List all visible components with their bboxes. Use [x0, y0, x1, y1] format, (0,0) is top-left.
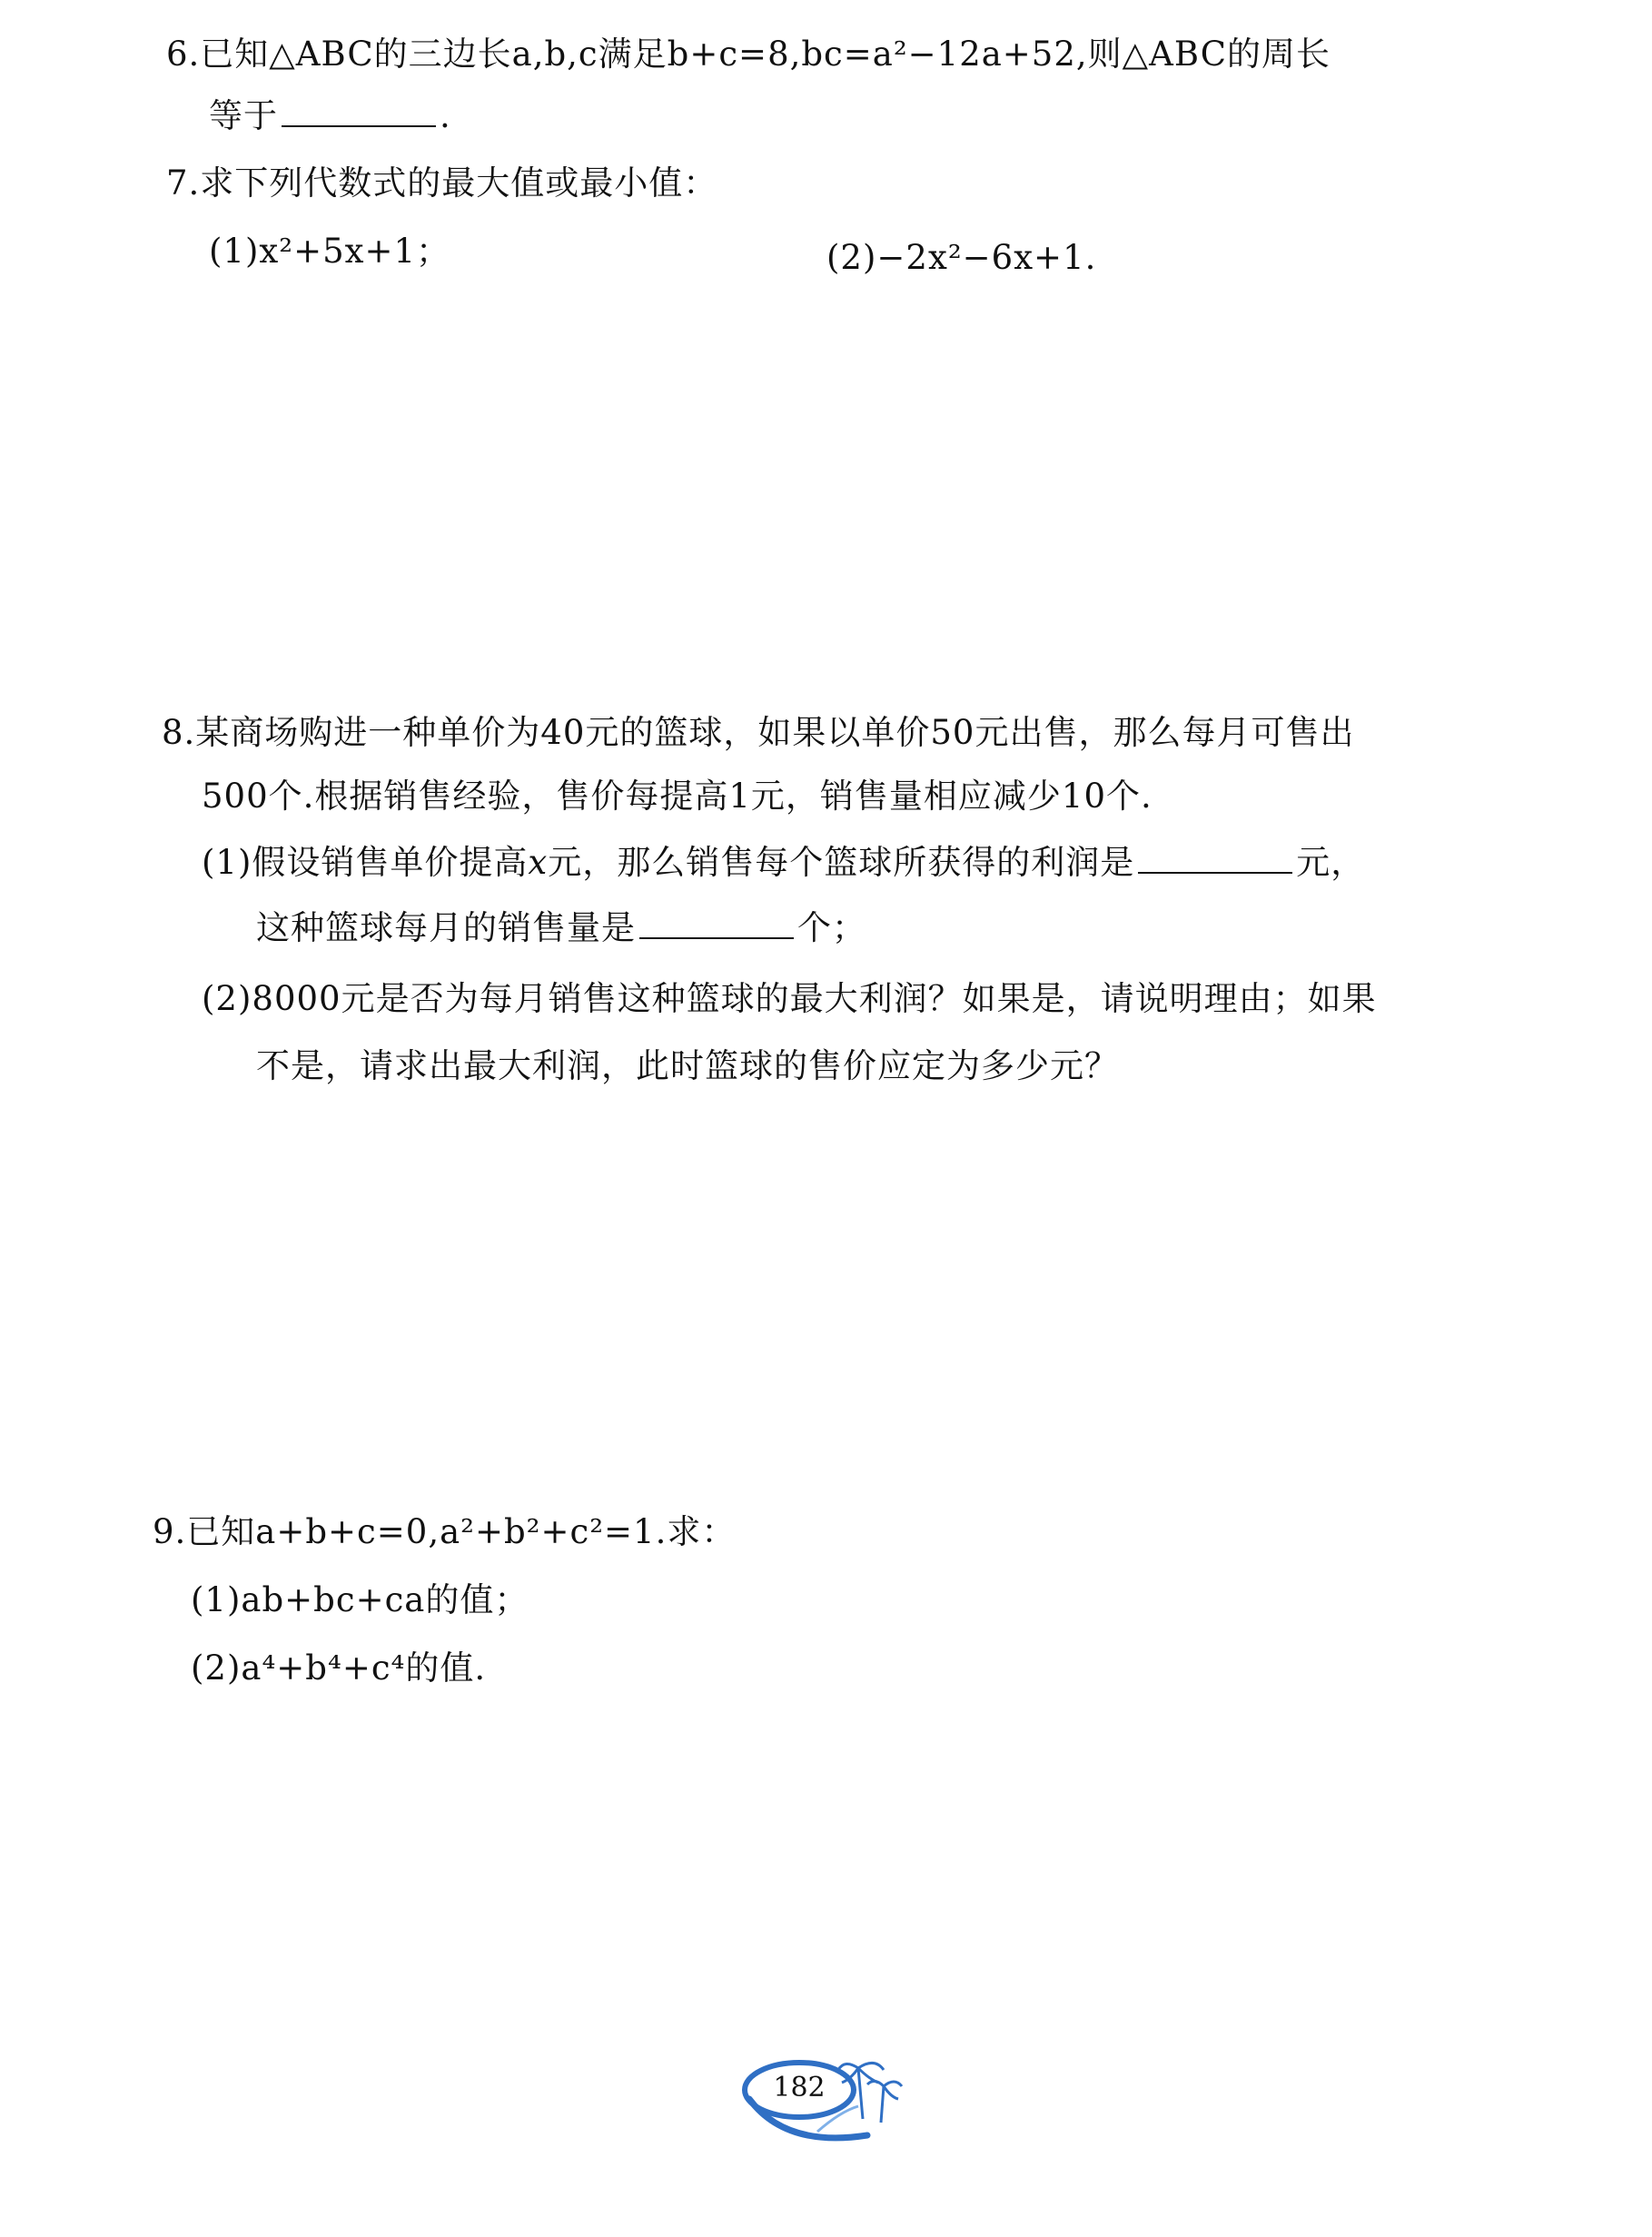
- q8-part2-line1: [202, 979, 1377, 1019]
- q7-title-text: 7.求下列代数式的最大值或最小值：: [166, 163, 718, 203]
- q8-part2-line1-text: (2)8000元是否为每月销售这种篮球的最大利润？如果是，请说明理由；如果: [202, 979, 1377, 1018]
- q6-line2-suffix: .: [440, 96, 451, 135]
- q8-part2-line2: [256, 1046, 1119, 1086]
- q6-line2: [209, 96, 451, 136]
- palm-tree-icon: [838, 2063, 902, 2123]
- q6-line1-text: 6.已知△ABC的三边长a,b,c满足b+c=8,bc=a²−12a+52,则△ABC的周长: [166, 35, 1331, 74]
- q8-part1-line2: [256, 908, 866, 948]
- q8-line2-text: 500个.根据销售经验，售价每提高1元，销售量相应减少10个.: [202, 777, 1152, 816]
- q8-part1-line2-prefix: 这种篮球每月的销售量是: [256, 908, 636, 947]
- q7-part2: [826, 238, 1096, 278]
- q9-line1: [153, 1512, 736, 1552]
- q8-part1-prefix: (1)假设销售单价提高: [202, 843, 529, 882]
- q9-part2: [191, 1648, 486, 1688]
- q9-part2-text: (2)a⁴+b⁴+c⁴的值.: [191, 1648, 487, 1688]
- q8-line1-text: 8.某商场购进一种单价为40元的篮球，如果以单价50元出售，那么每月可售出: [162, 713, 1355, 752]
- q6-line2-prefix: 等于: [209, 96, 278, 135]
- q9-part1-text: (1)ab+bc+ca的值；: [191, 1580, 529, 1619]
- q6-line1: [166, 35, 1331, 74]
- q8-part1-line1: [202, 843, 1365, 883]
- q8-part1-var: x: [528, 843, 549, 882]
- q7-part1: [209, 232, 450, 272]
- q7-part2-text: (2)−2x²−6x+1.: [826, 238, 1097, 277]
- q9-line1-text: 9.已知a+b+c=0,a²+b²+c²=1.求：: [153, 1512, 737, 1551]
- q7-title: [166, 163, 717, 203]
- q8-profit-blank[interactable]: [1138, 845, 1292, 874]
- q8-line1: [162, 713, 1354, 753]
- q8-part1-mid: 元，那么销售每个篮球所获得的利润是: [548, 843, 1135, 882]
- page-footer: [731, 2048, 904, 2157]
- q7-part1-text: (1)x²+5x+1；: [209, 232, 451, 271]
- q8-part1-suffix: 元，: [1296, 843, 1366, 882]
- page-number: 182: [773, 2072, 826, 2103]
- q8-line2: [202, 777, 1152, 817]
- q9-part1: [191, 1580, 529, 1620]
- q8-part1-line2-suffix: 个；: [797, 908, 866, 947]
- q8-part2-line2-text: 不是，请求出最大利润，此时篮球的售价应定为多少元？: [256, 1046, 1119, 1085]
- q6-answer-blank[interactable]: [282, 98, 436, 127]
- q8-sales-volume-blank[interactable]: [639, 910, 794, 939]
